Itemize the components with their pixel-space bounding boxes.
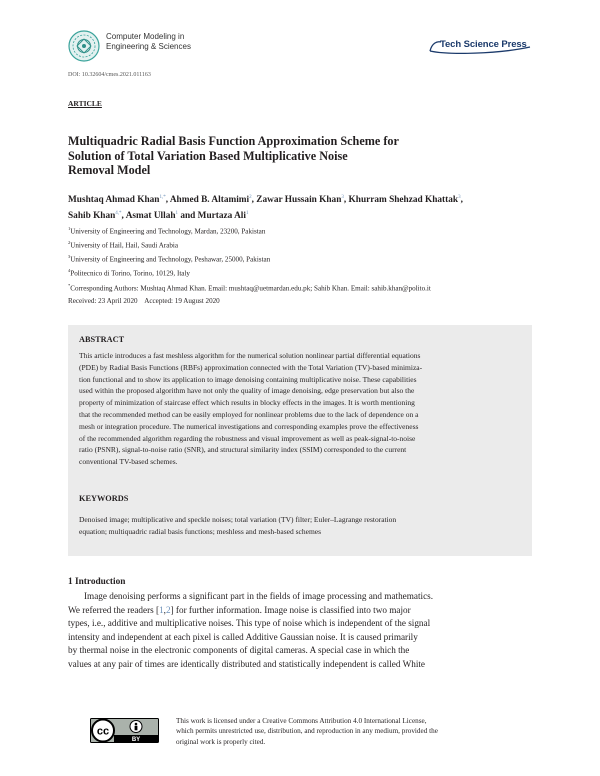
section-label: ARTICLE	[68, 99, 102, 108]
keywords-text: Denoised image; multiplicative and speckle noises; total variation (TV) filter; Euler–Lagrange restoration equation; multiquadric radial basis functions; meshless and mesh-based schemes	[79, 515, 397, 536]
author-name: Sahib Khan	[68, 211, 116, 222]
license-text: This work is licensed under a Creative Commons Attribution 4.0 International License, which permits unrestricted use, distribution, and reproduction in any medium, provided the original work is properly cited.	[176, 717, 438, 746]
author-name: Khurram Shehzad Khattak	[348, 195, 459, 206]
abstract-box	[68, 325, 532, 556]
journal-name: Computer Modeling in Engineering & Sciences	[106, 32, 191, 51]
journal-emblem-icon	[68, 30, 100, 62]
author-name: Mushtaq Ahmad Khan	[68, 195, 160, 206]
doi[interactable]: DOI: 10.32604/cmes.2021.011163	[68, 72, 151, 78]
affiliation: $^4$Politecnico di Torino, Torino, 10129, Italy	[68, 268, 190, 278]
affiliation: $^2$University of Hail, Hail, Saudi Arabia	[68, 240, 179, 250]
author-name: Murtaza Ali	[197, 211, 246, 222]
author-name: Ahmed B. Altamimi	[169, 195, 250, 206]
by-label: BY	[131, 737, 141, 743]
author-name: Asmat Ullah	[125, 211, 176, 222]
author-line: Sahib Khan$^{4,*}$, Asmat Ullah$^1$ and Murtaza Ali$^1$	[68, 211, 249, 222]
citation-link[interactable]: 2	[165, 604, 171, 615]
cc-by-badge-icon[interactable]	[90, 718, 159, 743]
received-accepted-dates: Received: 23 April 2020 Accepted: 19 August 2020	[68, 297, 220, 305]
author-list	[68, 191, 463, 223]
keywords-heading: KEYWORDS	[79, 494, 129, 503]
intro-text: Image denoising performs a significant part in the fields of image processing and mathematics. We referred the readers [1,2] for further information. Image noise is classified into two major types, i.e., additive and multiplicative noises. This type of noise which is independent of the signal intensity and independent at each pixel is called Additive Gaussian noise. It is caused primarily by thermal noise in the electronic components of digital cameras. A special case in which the values at any pair of times are identically distributed and statistically independent is called White	[68, 591, 434, 669]
affiliation: $^3$University of Engineering and Technology, Peshawar, 25000, Pakistan	[68, 254, 271, 264]
author-line: Mushtaq Ahmad Khan$^{1,*}$, Ahmed B. Altamimi$^2$, Zawar Hussain Khan$^3$, Khurram Shehzad Khattak$^3$,	[68, 195, 463, 206]
affiliation: $^1$University of Engineering and Technology, Mardan, 23200, Pakistan	[68, 226, 266, 236]
citation-link[interactable]: 1	[159, 604, 164, 615]
publisher-name: Tech Science Press	[440, 39, 527, 50]
corresponding-authors: *Corresponding Authors: Mushtaq Ahmad Khan. Email: mushtaq@uetmardan.edu.pk; Sahib Khan. Email: sahib.khan@polito.it	[68, 283, 431, 293]
abstract-heading: ABSTRACT	[79, 335, 125, 344]
abstract-text: This article introduces a fast meshless algorithm for the numerical solution nonlinear partial differential equations (PDE) by Radial Basis Functions (RBFs) approximation connected with the Total Variation (TV)-based minimiza- tion functional and to show its application to image denoising containing multiplicative noise. These capabilities used within the proposed algorithm have not only the quality of image denoising, edge preservation but also the property of minimization of staircase effect which results in blocky effects in the images. It is worth mentioning that the recommended method can be easily employed for nonlinear problems due to the lack of dependence on a mesh or integration procedure. The numerical investigations and corresponding examples prove the effectiveness of the recommended algorithm regarding the robustness and visual improvement as well as peak-signal-to-noise ratio (PSNR), signal-to-noise ratio (SNR), and structural similarity index (SSIM) corresponded to the current conventional TV-based schemes.	[79, 351, 423, 467]
author-name: Zawar Hussain Khan	[256, 195, 342, 206]
paper-title: Multiquadric Radial Basis Function Approximation Scheme for Solution of Total Variation Based Multiplicative Noise Removal Model	[68, 134, 399, 177]
intro-heading: 1 Introduction	[68, 577, 126, 587]
cc-label: cc	[96, 725, 110, 738]
publisher-logo	[428, 38, 532, 54]
